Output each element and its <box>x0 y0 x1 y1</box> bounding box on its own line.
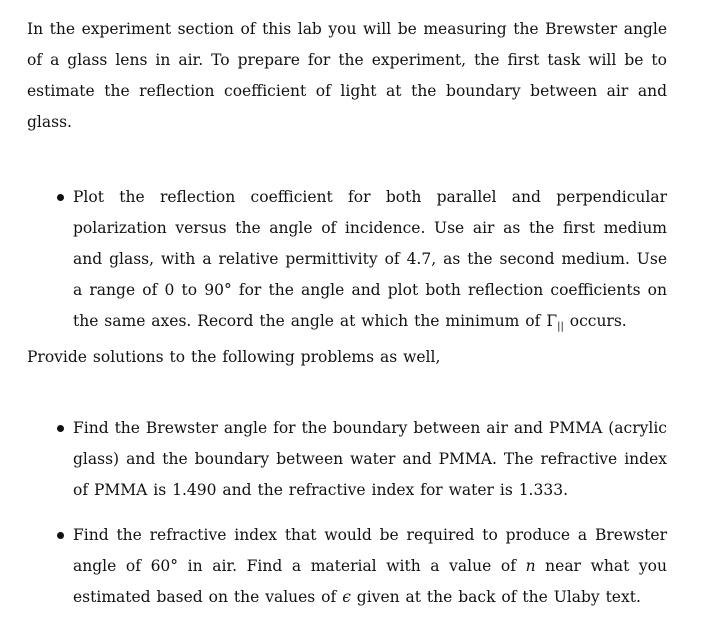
problem-text: Find the Brewster angle for the boundary between air and PMMA (acrylic glass) and the boundary between water and PMMA. The refractive index of PMMA is 1.490 and the refractive index for water is 1.333. <box>73 419 667 499</box>
problem-text-part3: given at the back of the Ulaby text. <box>350 588 641 606</box>
list-item <box>27 413 667 506</box>
math-variable-n: n <box>525 557 536 575</box>
problem-list <box>27 413 667 613</box>
problem-text-part1: Find the refractive index that would be required to produce a Brewster angle of 60° in air. Find a material with a value of <box>73 526 667 575</box>
document-page <box>27 14 667 613</box>
task-text-end: occurs. <box>563 312 627 330</box>
bullet-icon <box>57 194 64 201</box>
gamma-symbol: Γ <box>546 312 558 330</box>
intro-paragraph: In the experiment section of this lab you will be measuring the Brewster angle of a glass lens in air. To prepare for the experiment, the first task will be to estimate the reflection coefficient of light at the boundary between air and glass. <box>27 20 667 131</box>
task-text: Plot the reflection coefficient for both parallel and perpendicular polarization versus the angle of incidence. Use air as the first medium and glass, with a relative permittivity of 4.7, as the second medium. Use a range of 0 to 90° for the angle and plot both reflection coefficients on the same axes. Record the angle at which the minimum of <box>73 188 667 330</box>
math-variable-epsilon: ϵ <box>342 588 351 606</box>
gamma-subscript: || <box>557 321 564 332</box>
transition-paragraph: Provide solutions to the following problems as well, <box>27 348 441 366</box>
bullet-icon <box>57 425 64 432</box>
list-item <box>27 520 667 613</box>
bullet-icon <box>57 532 64 539</box>
problem-text-part2: near what you estimated based on the values of <box>73 557 667 606</box>
list-item <box>27 182 667 342</box>
task-list <box>27 182 667 342</box>
